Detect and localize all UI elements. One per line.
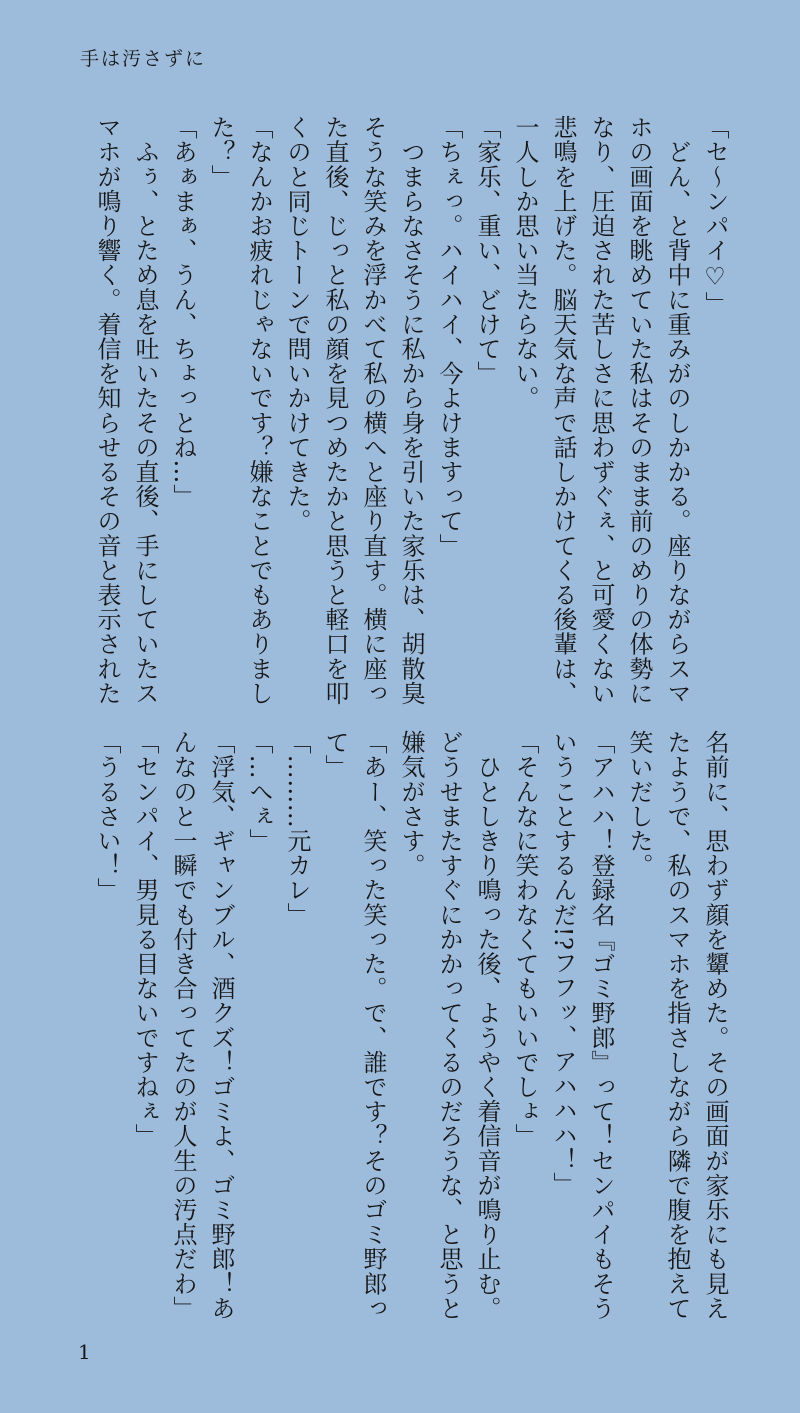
upper-text-block: [88, 115, 734, 706]
text-line: 「ちぇっ。ハイハイ、今よけますって」: [435, 115, 463, 558]
text-line: 「あー、笑った笑った。で、誰です？そのゴミ野郎っ: [359, 730, 387, 1321]
text-line: て」: [321, 730, 349, 780]
text-line: 「…へぇ」: [245, 730, 273, 853]
text-line: どうせまたすぐにかかってくるのだろうな、と思うと: [435, 730, 463, 1321]
text-line: 名前に、思わず顔を顰めた。その画面が家乐にも見え: [701, 730, 729, 1321]
text-line: 「そんなに笑わなくてもいいでしょ」: [511, 730, 539, 1149]
text-line: 「なんかお疲れじゃないです？嫌なことでもありまし: [245, 115, 273, 706]
text-line: んなのと一瞬でも付き合ってたのが人生の汚点だわ」: [169, 730, 197, 1321]
text-line: くのと同じトーンで問いかけてきた。: [283, 115, 311, 534]
text-line: なり、圧迫された苦しさに思わずぐぇ、と可愛くない: [587, 115, 615, 706]
text-line: 悲鳴を上げた。脳天気な声で話しかけてくる後輩は、: [549, 115, 577, 706]
text-line: 「家乐、重い、どけて」: [473, 115, 501, 386]
text-line: 「アハハ！登録名『ゴミ野郎』って！センパイもそう: [587, 730, 615, 1321]
text-line: たようで、私のスマホを指さしながら隣で腹を抱えて: [663, 730, 691, 1321]
text-line: 「あぁまぁ、うん、ちょっとね…」: [169, 115, 197, 509]
text-line: 嫌気がさす。: [397, 730, 425, 878]
text-line: 「センパイ、男見る目ないですねぇ」: [131, 730, 159, 1149]
text-line: マホが鳴り響く。着信を知らせるその音と表示された: [93, 115, 121, 706]
text-line: ふぅ、とため息を吐いたその直後、手にしていたス: [131, 115, 159, 706]
header-title: 手は汚さずに: [80, 48, 207, 70]
text-line: 「セ〜ンパイ♡」: [701, 115, 729, 316]
text-line: た？」: [207, 115, 235, 189]
lower-text-block: [88, 730, 734, 1330]
text-line: ホの画面を眺めていた私はそのまま前のめりの体勢に: [625, 115, 653, 706]
text-line: ひとしきり鳴った後、ようやく着信音が鳴り止む。: [473, 730, 501, 1321]
text-line: いうことするんだ!?フフッ、アハハハ！」: [549, 730, 577, 1197]
text-line: どん、と背中に重みがのしかかる。座りながらスマ: [663, 115, 691, 706]
text-line: そうな笑みを浮かべて私の横へと座り直す。横に座っ: [359, 115, 387, 706]
text-line: 一人しか思い当たらない。: [511, 115, 539, 411]
text-line: 「………元カレ」: [283, 730, 311, 927]
text-line: た直後、じっと私の顔を見つめたかと思うと軽口を叩: [321, 115, 349, 706]
text-line: 笑いだした。: [625, 730, 653, 878]
text-line: つまらなさそうに私から身を引いた家乐は、胡散臭: [397, 115, 425, 706]
text-line: 「うるさい！」: [93, 730, 121, 903]
page-number: 1: [78, 1340, 91, 1364]
text-line: 「浮気、ギャンブル、酒クズ！ゴミよ、ゴミ野郎！あ: [207, 730, 235, 1321]
